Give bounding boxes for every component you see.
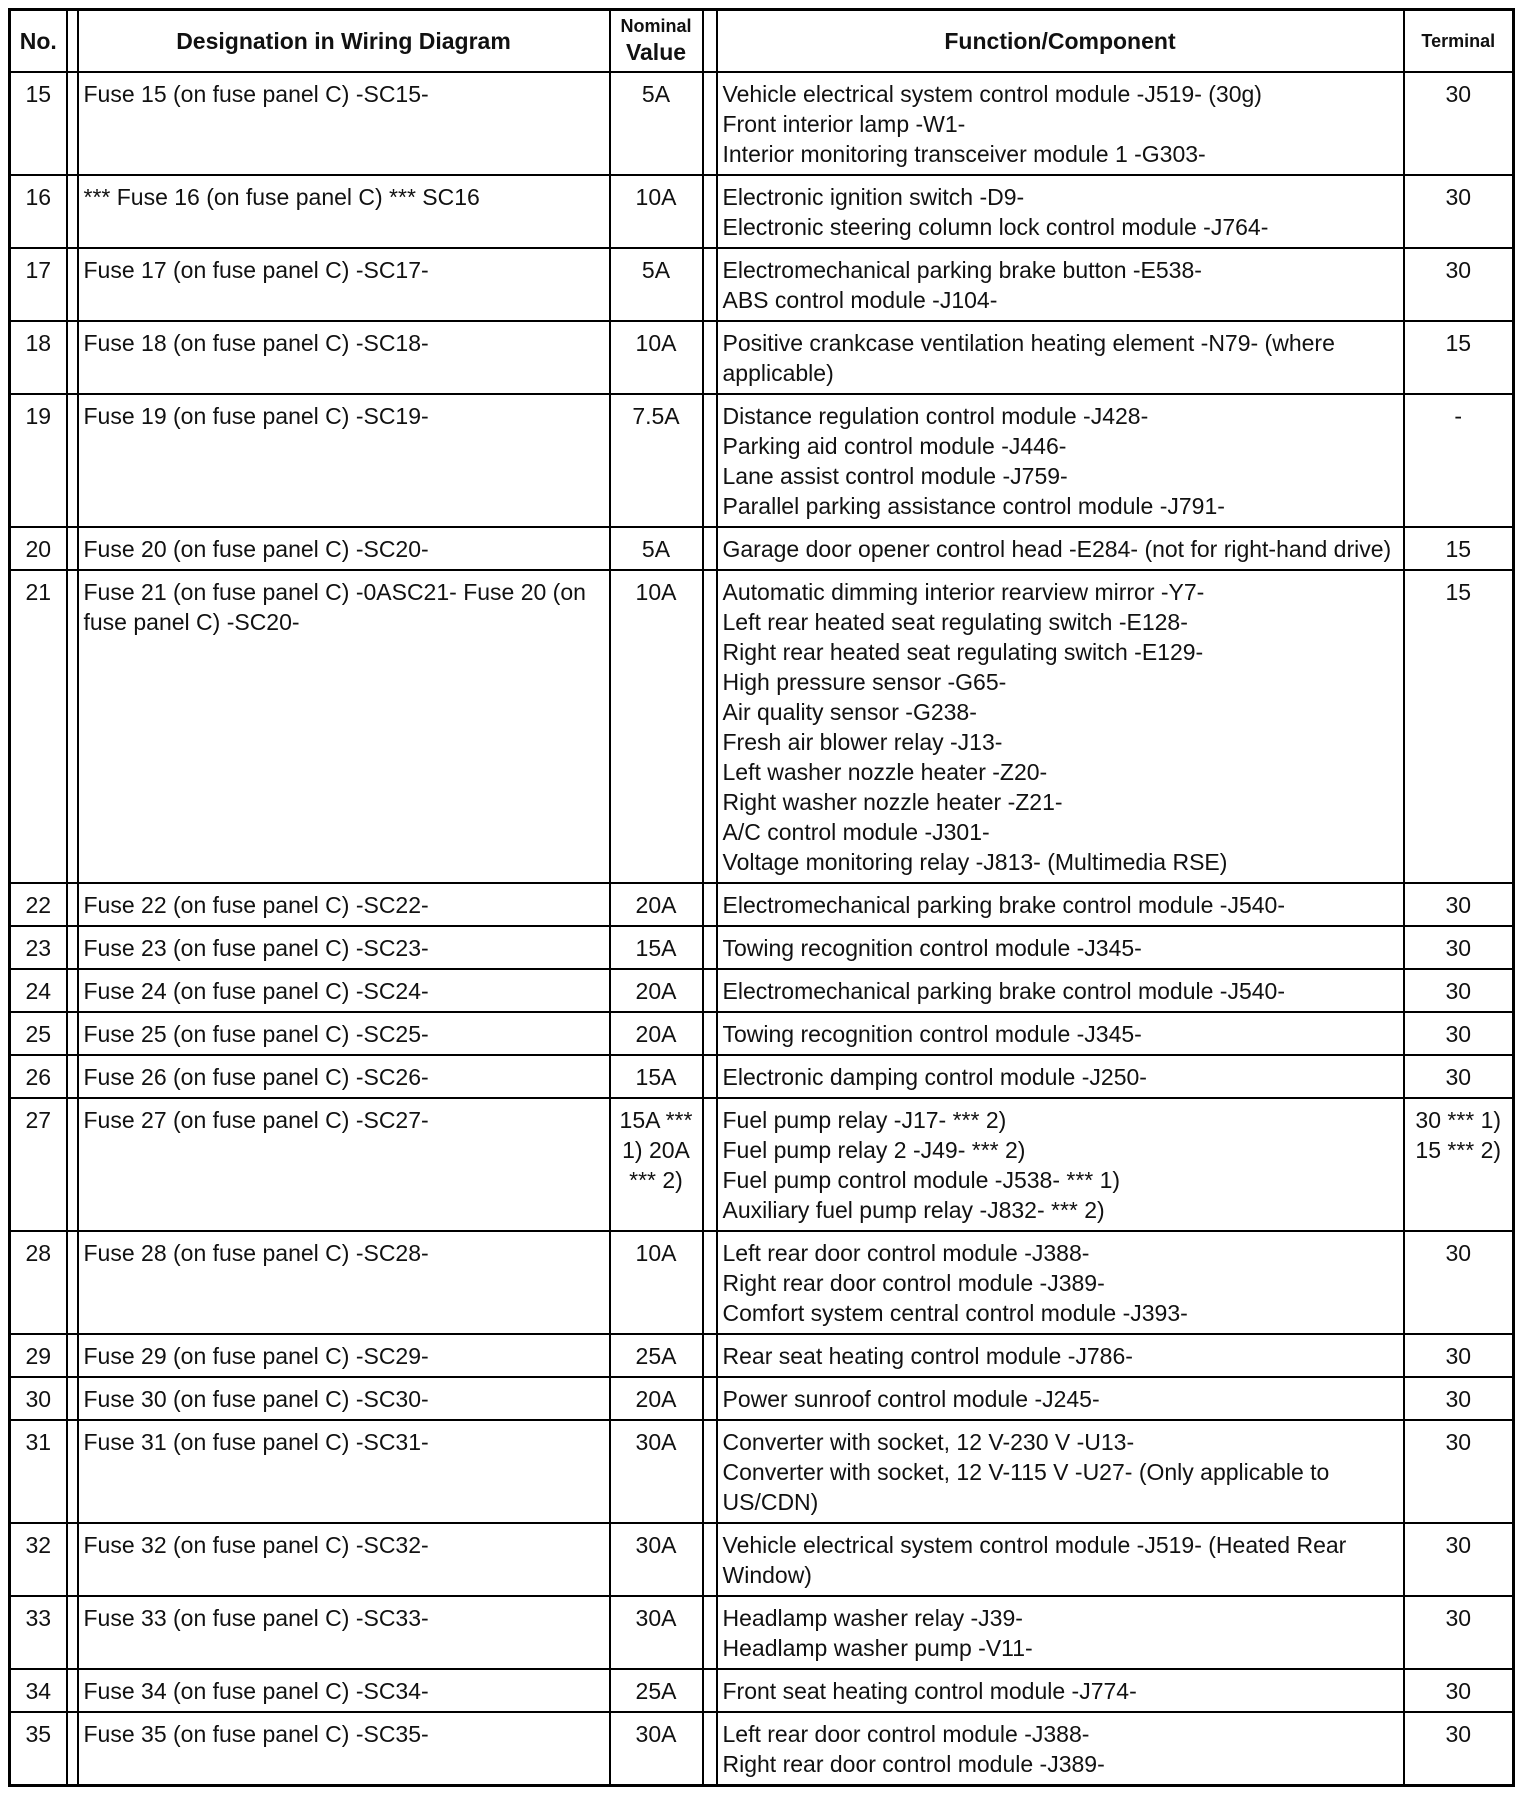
function-item: ABS control module -J104- <box>722 287 998 313</box>
function-item: Comfort system central control module -J393- <box>722 1300 1188 1326</box>
table-row <box>10 926 1514 969</box>
function-item: Parallel parking assistance control module -J791- <box>722 493 1225 519</box>
row-spacer <box>703 1055 717 1098</box>
table-row <box>10 527 1514 570</box>
table-row <box>10 1712 1514 1786</box>
fuse-designation: Fuse 29 (on fuse panel C) -SC29- <box>78 1334 610 1377</box>
fuse-designation: Fuse 25 (on fuse panel C) -SC25- <box>78 1012 610 1055</box>
table-row <box>10 570 1514 883</box>
row-spacer <box>703 175 717 248</box>
table-row <box>10 248 1514 321</box>
row-spacer <box>703 1098 717 1231</box>
row-spacer <box>67 1596 78 1669</box>
fuse-number: 15 <box>10 72 67 175</box>
row-spacer <box>703 1669 717 1712</box>
table-row <box>10 969 1514 1012</box>
function-item: Towing recognition control module -J345- <box>722 935 1142 961</box>
nominal-value: 25A <box>610 1669 703 1712</box>
function-item: A/C control module -J301- <box>722 819 990 845</box>
table-row <box>10 1420 1514 1523</box>
nominal-value: 10A <box>610 321 703 394</box>
row-spacer <box>67 883 78 926</box>
row-spacer <box>67 72 78 175</box>
function-item: Headlamp washer pump -V11- <box>722 1635 1033 1661</box>
table-body <box>10 72 1514 1786</box>
table-row <box>10 883 1514 926</box>
fuse-number: 25 <box>10 1012 67 1055</box>
function-item: Positive crankcase ventilation heating element -N79- (where applicable) <box>722 330 1335 386</box>
nominal-value: 7.5A <box>610 394 703 527</box>
header-designation: Designation in Wiring Diagram <box>78 10 610 73</box>
nominal-value: 25A <box>610 1334 703 1377</box>
nominal-value: 5A <box>610 527 703 570</box>
function-item: Electromechanical parking brake control module -J540- <box>722 892 1286 918</box>
row-spacer <box>703 1596 717 1669</box>
terminal-value: 30 <box>1404 175 1514 248</box>
function-item: Right rear heated seat regulating switch -E129- <box>722 639 1204 665</box>
nominal-value: 15A *** 1) 20A *** 2) <box>610 1098 703 1231</box>
function-list <box>717 1420 1404 1523</box>
function-item: Vehicle electrical system control module -J519- (Heated Rear Window) <box>722 1532 1347 1588</box>
function-item: Fuel pump relay 2 -J49- *** 2) <box>722 1137 1026 1163</box>
terminal-value: 30 <box>1404 1012 1514 1055</box>
function-item: Lane assist control module -J759- <box>722 463 1068 489</box>
function-item: Distance regulation control module -J428- <box>722 403 1149 429</box>
fuse-number: 35 <box>10 1712 67 1786</box>
function-list <box>717 1523 1404 1596</box>
table-row <box>10 1012 1514 1055</box>
row-spacer <box>67 1231 78 1334</box>
row-spacer <box>703 1334 717 1377</box>
function-item: Left rear heated seat regulating switch -E128- <box>722 609 1188 635</box>
row-spacer <box>703 969 717 1012</box>
nominal-value: 30A <box>610 1712 703 1786</box>
row-spacer <box>67 926 78 969</box>
header-row <box>10 10 1514 73</box>
function-list <box>717 1712 1404 1786</box>
nominal-value: 15A <box>610 926 703 969</box>
fuse-number: 26 <box>10 1055 67 1098</box>
terminal-value: 30 <box>1404 248 1514 321</box>
table-row <box>10 1334 1514 1377</box>
function-list <box>717 321 1404 394</box>
nominal-value: 10A <box>610 175 703 248</box>
fuse-designation: Fuse 23 (on fuse panel C) -SC23- <box>78 926 610 969</box>
fuse-designation: Fuse 22 (on fuse panel C) -SC22- <box>78 883 610 926</box>
terminal-value: 30 <box>1404 1334 1514 1377</box>
terminal-value: 30 <box>1404 1669 1514 1712</box>
function-item: Electronic ignition switch -D9- <box>722 184 1025 210</box>
row-spacer <box>67 321 78 394</box>
row-spacer <box>703 1712 717 1786</box>
row-spacer <box>67 1377 78 1420</box>
function-list <box>717 1596 1404 1669</box>
terminal-value: 30 <box>1404 969 1514 1012</box>
fuse-number: 27 <box>10 1098 67 1231</box>
function-item: Power sunroof control module -J245- <box>722 1386 1100 1412</box>
fuse-designation: Fuse 26 (on fuse panel C) -SC26- <box>78 1055 610 1098</box>
function-list <box>717 1377 1404 1420</box>
fuse-designation: Fuse 28 (on fuse panel C) -SC28- <box>78 1231 610 1334</box>
function-list <box>717 926 1404 969</box>
row-spacer <box>703 321 717 394</box>
function-list <box>717 570 1404 883</box>
fuse-number: 22 <box>10 883 67 926</box>
fuse-designation: Fuse 34 (on fuse panel C) -SC34- <box>78 1669 610 1712</box>
function-item: Fresh air blower relay -J13- <box>722 729 1003 755</box>
function-item: Electromechanical parking brake control module -J540- <box>722 978 1286 1004</box>
fuse-number: 30 <box>10 1377 67 1420</box>
header-spacer <box>67 10 78 73</box>
function-list <box>717 1055 1404 1098</box>
row-spacer <box>703 1377 717 1420</box>
table-row <box>10 1523 1514 1596</box>
fuse-designation: Fuse 35 (on fuse panel C) -SC35- <box>78 1712 610 1786</box>
function-item: Fuel pump relay -J17- *** 2) <box>722 1107 1007 1133</box>
fuse-number: 29 <box>10 1334 67 1377</box>
row-spacer <box>703 527 717 570</box>
nominal-value: 30A <box>610 1596 703 1669</box>
terminal-value: 30 <box>1404 1523 1514 1596</box>
function-list <box>717 1012 1404 1055</box>
header-terminal: Terminal <box>1404 10 1514 73</box>
nominal-value: 20A <box>610 1012 703 1055</box>
fuse-number: 31 <box>10 1420 67 1523</box>
table-row <box>10 175 1514 248</box>
function-list <box>717 883 1404 926</box>
function-item: Headlamp washer relay -J39- <box>722 1605 1023 1631</box>
row-spacer <box>67 1420 78 1523</box>
fuse-number: 24 <box>10 969 67 1012</box>
function-item: Converter with socket, 12 V-230 V -U13- <box>722 1429 1135 1455</box>
row-spacer <box>703 394 717 527</box>
function-item: Front seat heating control module -J774- <box>722 1678 1137 1704</box>
row-spacer <box>67 1055 78 1098</box>
fuse-designation: Fuse 20 (on fuse panel C) -SC20- <box>78 527 610 570</box>
fuse-designation: Fuse 15 (on fuse panel C) -SC15- <box>78 72 610 175</box>
fuse-designation: Fuse 17 (on fuse panel C) -SC17- <box>78 248 610 321</box>
table-row <box>10 1231 1514 1334</box>
terminal-value: 30 <box>1404 1231 1514 1334</box>
fuse-number: 23 <box>10 926 67 969</box>
row-spacer <box>703 1012 717 1055</box>
header-no: No. <box>10 10 67 73</box>
nominal-value: 20A <box>610 969 703 1012</box>
row-spacer <box>703 1420 717 1523</box>
fuse-number: 33 <box>10 1596 67 1669</box>
row-spacer <box>67 1098 78 1231</box>
terminal-value: 15 <box>1404 570 1514 883</box>
terminal-value: 30 <box>1404 926 1514 969</box>
function-item: High pressure sensor -G65- <box>722 669 1007 695</box>
row-spacer <box>703 1523 717 1596</box>
fuse-number: 21 <box>10 570 67 883</box>
function-list <box>717 527 1404 570</box>
fuse-designation: Fuse 30 (on fuse panel C) -SC30- <box>78 1377 610 1420</box>
function-item: Left rear door control module -J388- <box>722 1721 1090 1747</box>
row-spacer <box>67 1012 78 1055</box>
row-spacer <box>67 527 78 570</box>
function-item: Voltage monitoring relay -J813- (Multimedia RSE) <box>722 849 1228 875</box>
function-item: Right washer nozzle heater -Z21- <box>722 789 1063 815</box>
function-item: Right rear door control module -J389- <box>722 1270 1105 1296</box>
header-nominal-line1: Nominal <box>620 16 692 36</box>
function-list <box>717 1231 1404 1334</box>
header-function: Function/Component <box>717 10 1404 73</box>
table-row <box>10 1055 1514 1098</box>
function-list <box>717 394 1404 527</box>
terminal-value: - <box>1404 394 1514 527</box>
function-list <box>717 72 1404 175</box>
function-list <box>717 248 1404 321</box>
nominal-value: 15A <box>610 1055 703 1098</box>
row-spacer <box>67 394 78 527</box>
header-spacer <box>703 10 717 73</box>
function-item: Left rear door control module -J388- <box>722 1240 1090 1266</box>
row-spacer <box>703 883 717 926</box>
row-spacer <box>703 1231 717 1334</box>
row-spacer <box>67 1523 78 1596</box>
nominal-value: 20A <box>610 883 703 926</box>
fuse-number: 16 <box>10 175 67 248</box>
function-item: Fuel pump control module -J538- *** 1) <box>722 1167 1121 1193</box>
function-list <box>717 1669 1404 1712</box>
function-item: Electronic damping control module -J250- <box>722 1064 1147 1090</box>
table-row <box>10 1377 1514 1420</box>
table-row <box>10 1669 1514 1712</box>
function-item: Electronic steering column lock control module -J764- <box>722 214 1269 240</box>
function-item: Rear seat heating control module -J786- <box>722 1343 1133 1369</box>
fuse-designation: Fuse 33 (on fuse panel C) -SC33- <box>78 1596 610 1669</box>
fuse-designation: Fuse 32 (on fuse panel C) -SC32- <box>78 1523 610 1596</box>
fuse-number: 28 <box>10 1231 67 1334</box>
nominal-value: 5A <box>610 248 703 321</box>
header-nominal-line2: Value <box>625 39 687 65</box>
function-item: Electromechanical parking brake button -E538- <box>722 257 1202 283</box>
table-row <box>10 321 1514 394</box>
fuse-designation: Fuse 31 (on fuse panel C) -SC31- <box>78 1420 610 1523</box>
function-item: Auxiliary fuel pump relay -J832- *** 2) <box>722 1197 1105 1223</box>
function-item: Parking aid control module -J446- <box>722 433 1067 459</box>
function-item: Front interior lamp -W1- <box>722 111 966 137</box>
terminal-value: 30 <box>1404 883 1514 926</box>
table-row <box>10 72 1514 175</box>
fuse-designation: Fuse 27 (on fuse panel C) -SC27- <box>78 1098 610 1231</box>
fuse-number: 32 <box>10 1523 67 1596</box>
fuse-table <box>8 8 1515 1787</box>
fuse-number: 18 <box>10 321 67 394</box>
nominal-value: 5A <box>610 72 703 175</box>
function-list <box>717 1334 1404 1377</box>
function-item: Right rear door control module -J389- <box>722 1751 1105 1777</box>
function-item: Interior monitoring transceiver module 1 -G303- <box>722 141 1206 167</box>
table-row <box>10 1098 1514 1231</box>
function-item: Converter with socket, 12 V-115 V -U27- (Only applicable to US/CDN) <box>722 1459 1330 1515</box>
nominal-value: 30A <box>610 1420 703 1523</box>
table-row <box>10 394 1514 527</box>
function-list <box>717 969 1404 1012</box>
row-spacer <box>67 969 78 1012</box>
function-list <box>717 175 1404 248</box>
row-spacer <box>67 1669 78 1712</box>
fuse-designation: Fuse 19 (on fuse panel C) -SC19- <box>78 394 610 527</box>
nominal-value: 10A <box>610 1231 703 1334</box>
terminal-value: 15 <box>1404 321 1514 394</box>
row-spacer <box>67 175 78 248</box>
row-spacer <box>67 248 78 321</box>
nominal-value: 20A <box>610 1377 703 1420</box>
nominal-value: 10A <box>610 570 703 883</box>
fuse-designation: Fuse 18 (on fuse panel C) -SC18- <box>78 321 610 394</box>
fuse-number: 19 <box>10 394 67 527</box>
row-spacer <box>67 570 78 883</box>
terminal-value: 30 <box>1404 1712 1514 1786</box>
terminal-value: 30 <box>1404 1420 1514 1523</box>
nominal-value: 30A <box>610 1523 703 1596</box>
row-spacer <box>703 570 717 883</box>
fuse-designation: Fuse 21 (on fuse panel C) -0ASC21- Fuse 20 (on fuse panel C) -SC20- <box>78 570 610 883</box>
row-spacer <box>67 1712 78 1786</box>
header-nominal-value <box>610 10 703 73</box>
function-item: Left washer nozzle heater -Z20- <box>722 759 1048 785</box>
row-spacer <box>703 926 717 969</box>
fuse-number: 20 <box>10 527 67 570</box>
function-item: Towing recognition control module -J345- <box>722 1021 1142 1047</box>
row-spacer <box>67 1334 78 1377</box>
row-spacer <box>703 72 717 175</box>
fuse-number: 17 <box>10 248 67 321</box>
terminal-value: 30 <box>1404 1596 1514 1669</box>
function-item: Automatic dimming interior rearview mirror -Y7- <box>722 579 1205 605</box>
fuse-designation: *** Fuse 16 (on fuse panel C) *** SC16 <box>78 175 610 248</box>
terminal-value: 30 <box>1404 72 1514 175</box>
function-item: Garage door opener control head -E284- (not for right-hand drive) <box>722 536 1392 562</box>
row-spacer <box>703 248 717 321</box>
function-list <box>717 1098 1404 1231</box>
function-item: Vehicle electrical system control module -J519- (30g) <box>722 81 1262 107</box>
terminal-value: 15 <box>1404 527 1514 570</box>
terminal-value: 30 *** 1) 15 *** 2) <box>1404 1098 1514 1231</box>
table-row <box>10 1596 1514 1669</box>
fuse-number: 34 <box>10 1669 67 1712</box>
fuse-designation: Fuse 24 (on fuse panel C) -SC24- <box>78 969 610 1012</box>
terminal-value: 30 <box>1404 1055 1514 1098</box>
terminal-value: 30 <box>1404 1377 1514 1420</box>
function-item: Air quality sensor -G238- <box>722 699 977 725</box>
